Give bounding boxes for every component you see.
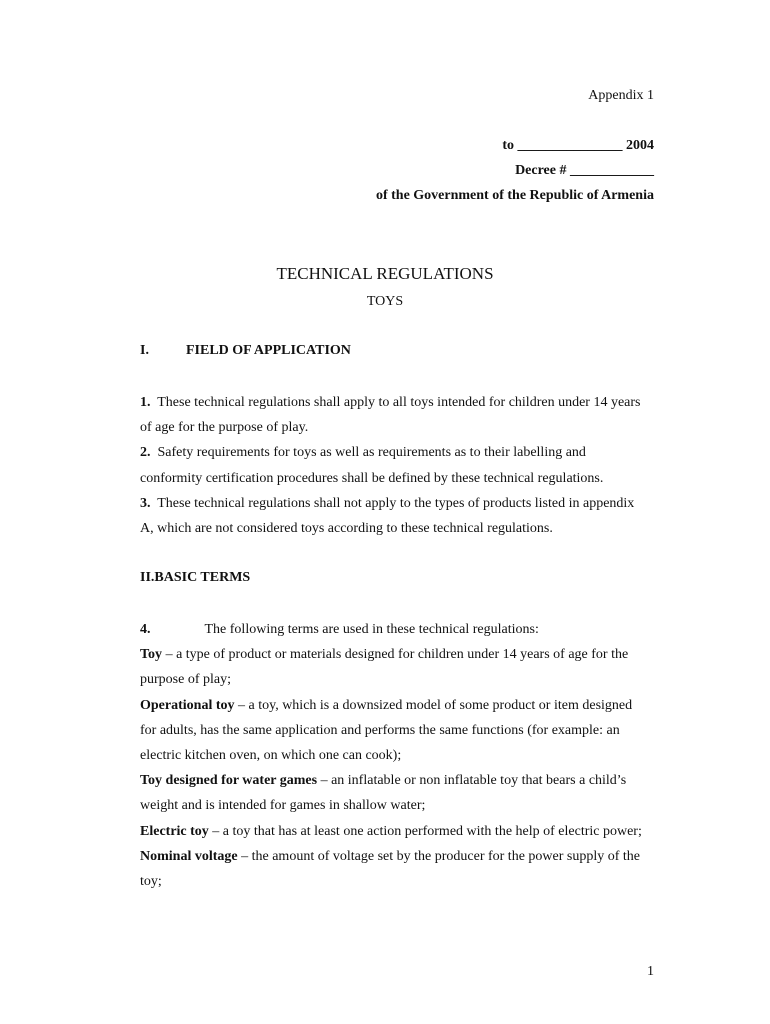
page-number: 1: [647, 964, 654, 979]
section-2-body: [116, 617, 646, 894]
section-1-body: [116, 390, 646, 541]
document-subtitle: TOYS: [366, 294, 404, 309]
clause-3-text: These technical regulations shall not apply to the types of products listed in appendix A, which are not considered toys according to these technical regulations.: [140, 495, 635, 537]
term-nominal-voltage-name: Nominal voltage: [140, 848, 238, 864]
clause-2-number: 2.: [140, 445, 151, 461]
term-nominal-voltage: [116, 844, 646, 894]
clause-1-text: These technical regulations shall apply to all toys intended for children under 14 years of age for the purpose of play.: [140, 395, 641, 436]
term-operational-toy: [116, 693, 646, 769]
clause-3-number: 3.: [140, 495, 151, 511]
term-operational-toy-definition: – a toy, which is a downsized model of some product or item designed for adults, has the same application and performs the same functions (for example: an electric kitchen oven, on which one can cook);: [140, 697, 633, 764]
term-electric-toy-name: Electric toy: [140, 823, 209, 839]
section-2-heading: II.BASIC TERMS: [140, 570, 251, 585]
term-nominal-voltage-definition: – the amount of voltage set by the producer for the power supply of the toy;: [140, 848, 640, 890]
section-1-title: FIELD OF APPLICATION: [186, 343, 351, 358]
clause-4-number: 4.: [140, 622, 151, 637]
appendix-label: Appendix 1: [588, 88, 654, 103]
term-water-games-toy: [116, 768, 646, 818]
section-1-heading: [140, 343, 351, 359]
term-electric-toy: [116, 819, 646, 844]
government-line: of the Government of the Republic of Armenia: [375, 188, 654, 203]
clause-1-number: 1.: [140, 395, 151, 410]
clause-1: [116, 390, 646, 440]
term-water-games-toy-name: Toy designed for water games: [140, 773, 318, 789]
clause-4-text: The following terms are used in these technical regulations:: [204, 622, 539, 637]
term-toy: [116, 642, 646, 692]
decree-date-line: to _______________ 2004: [502, 138, 654, 153]
clause-2: [116, 440, 646, 490]
clause-3: [116, 491, 646, 541]
decree-number-line: Decree # ____________: [515, 163, 654, 178]
term-water-games-toy-definition: – an inflatable or non inflatable toy that bears a child’s weight and is intended for games in shallow water;: [140, 773, 627, 814]
section-1-number: I.: [140, 343, 149, 358]
term-toy-definition: – a type of product or materials designed for children under 14 years of age for the purpose of play;: [140, 647, 629, 688]
term-toy-name: Toy: [140, 647, 163, 663]
document-title: TECHNICAL REGULATIONS: [276, 264, 494, 283]
clause-2-text: Safety requirements for toys as well as requirements as to their labelling and conformity certification procedures shall be defined by these technical regulations.: [140, 445, 604, 486]
term-electric-toy-definition: – a toy that has at least one action performed with the help of electric power;: [208, 823, 642, 839]
term-operational-toy-name: Operational toy: [140, 697, 235, 713]
clause-4: [116, 617, 646, 642]
